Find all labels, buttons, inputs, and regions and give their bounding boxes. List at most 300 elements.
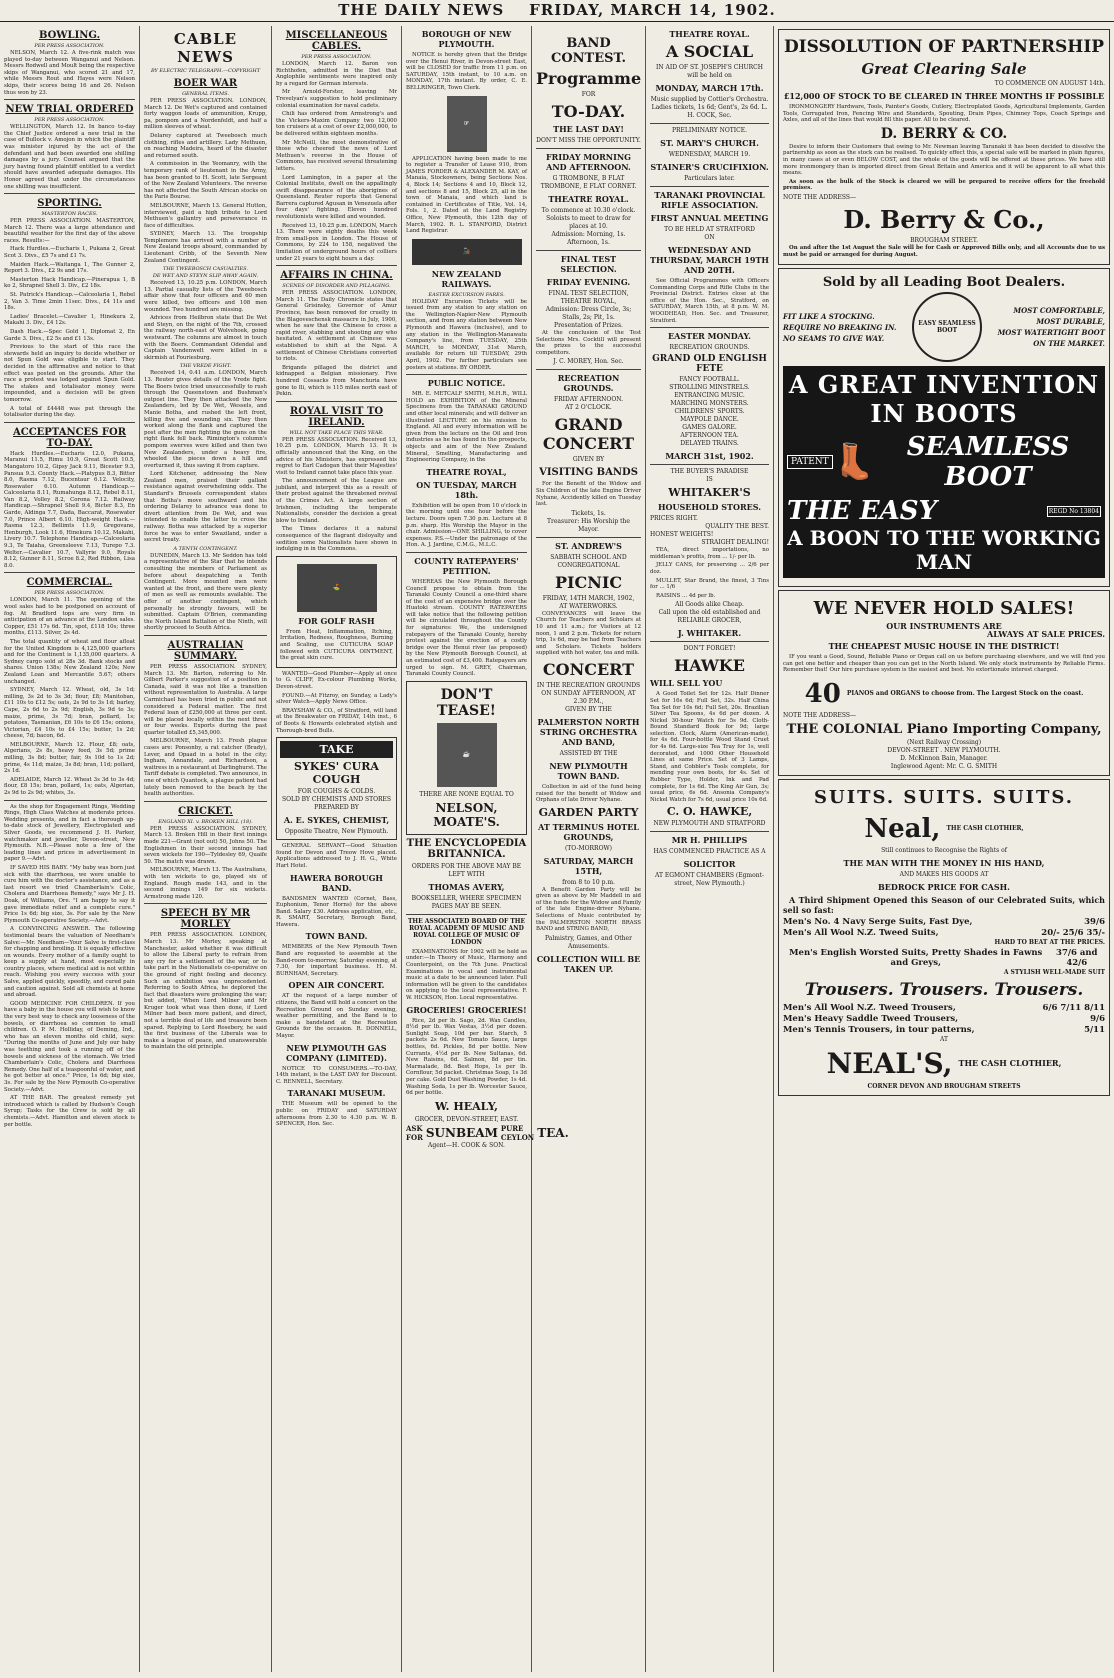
boot-ad <box>778 268 1110 587</box>
trial-sub: PER PRESS ASSOCIATION. <box>34 117 105 124</box>
royal-academy-heading: THE ASSOCIATED BOARD OF THE ROYAL ACADEMY OF MUSIC AND ROYAL COLLEGE OF MUSIC OF LONDON <box>407 917 526 946</box>
bowling-sub: PER PRESS ASSOCIATION. <box>34 43 105 49</box>
straight-dealing: STRAIGHT DEALING! <box>701 539 769 547</box>
museum-heading: TARANAKI MUSEUM. <box>287 1088 386 1099</box>
piano-ad <box>778 590 1110 776</box>
crucifixion: STAINER'S CRUCIFIXION. <box>650 162 769 172</box>
nelson-moates: NELSON, MOATE'S. <box>433 800 500 829</box>
gas-text: NOTICE TO CONSUMERS.—TO-DAY, 14th instant, is the LAST DAY for Discount. C. RENNELL, Secretary. <box>276 1065 397 1085</box>
picnic-date: FRIDAY, 14TH MARCH, 1902, <box>542 594 635 602</box>
misc-p4: GOOD MEDICINE FOR CHILDREN. If you have a baby in the house you will wish to know the very best way to check any looseness of the bowels, or diarrhoea so common to small children. O. P. M. Holliday, of Deming, Ind., who has an eleven months old child, says: "During the months of June and July our baby was teething and took a running off of the bowels and sickness of the stomach. We tried Chamberlain's Colic, Cholera and Diarrhoea Remedy. One half of a teaspoonful of water, and he got better at once." Price, 1s 6d; big size, 3s. For sale by the New Plymouth Co-operative Society.—Advt. <box>4 1000 135 1093</box>
hawera-band-heading: HAWERA BOROUGH BAND. <box>290 872 383 893</box>
sporting-p1: PER PRESS ASSOCIATION. MASTERTON, March 12. There was a large attendance and beautiful weather for the first day of the above races. Results:— <box>4 218 135 244</box>
boot-f2: REQUIRE NO BREAKING IN. <box>783 322 897 332</box>
band-contest: BAND CONTEST. <box>550 36 627 66</box>
presentation: Presentation of Prizes. <box>554 322 623 329</box>
call-upon: Call upon the old established and RELIABLE GROCER, <box>658 609 761 625</box>
australian-summary-heading: AUSTRALIAN SUMMARY. <box>167 639 244 662</box>
j-whitaker: J. WHITAKER. <box>677 628 742 639</box>
borough-text: NOTICE is hereby given that the Bridge over the Henui River, in Devon-street East, will be CLOSED for traffic from 11 p.m. on SATURDAY, 15th instant, to 10 a.m. on MONDAY, 17th instant. By order, C. E. BELLRINGER, Town Clerk. <box>406 52 527 91</box>
trouser-row-2 <box>783 1014 1105 1024</box>
mc-p5: Lord Lamington, in a paper at the Colonial Institute, dwelt on the appallingly swift disappearance of the aborigines of Queensland. Reuter reports that General Barrera captured Agusan in Venezuela after four days' fighting. Eleven hundred revolutionists were killed and wounded. <box>276 174 397 221</box>
sporting-p5: St. Patrick's Handicap.—Calceolaria 1, Rebel 2, Van 3. Time 2min 11sec. Divs., £4 11s and 18s. <box>4 292 135 312</box>
neal: Neal, <box>864 813 941 844</box>
suit-row-2 <box>783 928 1105 938</box>
fete-9: DELAYED TRAINS. <box>680 440 739 448</box>
commercial-heading: COMMERCIAL. <box>26 577 113 589</box>
royal-visit-sub: WILL NOT TAKE PLACE THIS YEAR. <box>289 429 384 436</box>
sykes-ad <box>276 737 397 840</box>
recreation-grounds: RECREATION GROUNDS. <box>557 373 620 394</box>
final-test: FINAL TEST SELECTION. <box>560 254 617 274</box>
cricket-p13: PER PRESS ASSOCIATION. SYDNEY, March 13. Broken Hill in their first innings made 221—Grant (not out) 50, Johns 50. The Englishmen in their second innings had seven wickets for 190—Tyldesley 69, Quaife 50. The match was drawn. <box>144 825 267 865</box>
sunbeam-ceylon: PURE CEYLON <box>500 1123 535 1142</box>
china-heading: AFFAIRS IN CHINA. <box>280 270 393 282</box>
con-3: ON SUNDAY AFTERNOON, AT 2.30 P.M., <box>541 689 636 705</box>
groceries-heading: GROCERIES! GROCERIES! <box>406 1004 527 1015</box>
admission-2: Admission: Dress Circle, 3s; Stalls, 2s; Pit, 1s. <box>545 306 632 321</box>
war-p1: PER PRESS ASSOCIATION. LONDON, March 12. De Wet's captured and contained forty waggon loads of ammunition, Krupp, pa, pompom and a Nordenfeldt, and half a million sleeves of wheat. <box>144 98 267 131</box>
cheapest-music: THE CHEAPEST MUSIC HOUSE IN THE DISTRICT! <box>828 641 1060 652</box>
misc-p2: IF SAVED HIS BABY. "My baby was born just sick with the diarrhoea, we were unable to cure him with the doctor's assistance, and as a last resort we tried Chamberlain's Colic, Cholera and Diarrhoea Remedy," says Mr J. H. Doak, of Williams, Ore. "I am happy to say it gave immediate relief and a complete cure." Price 1s 6d; big size, 3s. For sale by the New Plymouth Co-operative Society.—Advt. <box>4 864 135 924</box>
trial-text: WELLINGTON, March 12. In banco to-day the Chief Justice ordered a new trial in the case of Bullock v. Amojon in which the plaintiff was minister injured by the act of the defendant and had been awarded one shilling damages by a jury. Counsel argued that the jury having found plaintiff entitled to a verdict should have awarded adequate damages. His Honor agreed that under the circumstances one shilling was insufficient. <box>4 124 135 190</box>
cable-news-heading: CABLE NEWS <box>173 30 238 66</box>
suit-row-1 <box>783 917 1105 927</box>
commercial-p3: SYDNEY, March 12. Wheat, old, 3s 1d; milling, 3s 2d to 3s 3d; flour, £8; Manitoban, £11 10s to £12 5s; oats, 2s 9d to 3s 1d; barley, Cape, 2s 6d to 2s 9d; English, 3s 9d to 3s; maize, prime, 3s 7d; bran, pollard, 1s; potatoes, Tasmanian, £6 10s to £6 15s; onions, Victorian, £4 10s to £4 15s; butter, 1s 2d; cheese, 7d; bacon, 6d. <box>4 687 135 740</box>
speech-heading: SPEECH BY MR MORLEY <box>160 908 251 931</box>
trouser-row-1 <box>783 1003 1105 1013</box>
seamless-boot: SEAMLESS BOOT <box>906 432 1070 493</box>
sunbeam-tea-ad <box>406 1123 569 1142</box>
easter-monday: EASTER MONDAY. <box>668 331 751 342</box>
note-address: NOTE THE ADDRESS— <box>783 193 856 201</box>
hawke: HAWKE <box>674 656 745 676</box>
man-with-money: THE MAN WITH THE MONEY IN HIS HAND, <box>843 857 1045 868</box>
stylish: A STYLISH WELL-MADE SUIT <box>1003 968 1105 976</box>
boot-f7: ON THE MARKET. <box>1033 339 1105 349</box>
column-3 <box>272 26 402 1672</box>
rifle-assoc: TARANAKI PROVINCIAL RIFLE ASSOCIATION. <box>654 190 765 210</box>
great-invention: A GREAT INVENTION IN BOOTS <box>788 370 1100 429</box>
golf-rash-text: From Heat, Inflammation, Itching, Irritation, Redness, Roughness, Burning and Scaling, use CUTICURA SOAP followed with CUTICURA OINTMENT, the great skin cure. <box>280 628 393 662</box>
public-notice-heading: PUBLIC NOTICE. <box>427 378 506 389</box>
royal-visit-heading: ROYAL VISIT TO IRELAND. <box>289 405 384 428</box>
suit-row-3 <box>783 948 1105 968</box>
war-p5: SYDNEY, March 13. The troopship Templemore has arrived with a number of New Zealand troops aboard, commanded by Lieutenant Cribb, of the Seventh New Zealand Contingent. <box>144 231 267 264</box>
dont-forget: DON'T FORGET! <box>683 645 736 653</box>
a-boon: A BOON TO THE WORKING MAN <box>787 526 1101 575</box>
commercial-p2: The total quantity of wheat and flour afloat for the United Kingdom is 4,125,000 quarters and for the Continent is 1,135,000 quarters. A Sydney cargo sold at 28s 3d. Bank stocks and shares. Union 138s; New Zealand 120s; New Zealand Loan and Mercantile 5.67; others unchanged. <box>4 638 135 685</box>
morey: J. C. MOREY, Hon. Sec. <box>553 358 624 366</box>
theatre-date: ON TUESDAY, MARCH 18th. <box>416 479 517 500</box>
misc-p5: AT THE BAR. The greatest remedy yet introduced which is called by Hudson's Cough Syrup; Tasks for the Crew is sold by all chemists.—Advt. Hamilton and eleven stock is per bottle. <box>4 1095 135 1128</box>
war-p3: A commission in the Yeomanry, with the temporary rank of lieutenant in the Army, has been granted to H. Scott, late Sergeant of the New Zealand Volunteers. The reverse has not affected the South African stocks on the Paris Bourse. <box>144 161 267 201</box>
makes-goods: AND MAKES HIS GOODS AT <box>899 870 989 878</box>
today: TO-DAY. <box>551 102 626 121</box>
aus-p11: PER PRESS ASSOCIATION. SYDNEY, March 13. Mr. Barton, referring to Mr. Gilbert Parker's suggestion of a position in Canada, said it was not like a transition without representation to Australia. A large Carmichael has been tried in public and not considered a Federal matter. The first Federal loan of £250,000 at three per cent. will be placed locally within the next three or four weeks. Exports during the past quarter totalled £5,345,000. <box>144 663 267 736</box>
seal-text: EASY SEAMLESS BOOT <box>918 320 976 335</box>
commercial-sub: PER PRESS ASSOCIATION. <box>34 590 105 597</box>
cricket-heading: CRICKET. <box>178 805 233 817</box>
dewet-heading: DE WET AND STEYN SLIP AWAY AGAIN. <box>152 273 259 280</box>
colonial-piano: THE COLONIAL Piano Importing Company, <box>786 721 1102 737</box>
war-p8: Received 14, 0.41 a.m. LONDON, March 13. Reuter gives details of the Vrede fight. The Boers twice tried unsuccessfully to rush through the Queenstown and Bushman's outpost line. They then attacked the New Zealanders, led by De Wet, Wessels, and Manie Botha, and rushed the left front, killing five and wounding six. They then worked along the flank and captured the post after the men fighting the guns on the right flank fell back. Rimington's column's pompom swerves were killed and then two New Zealanders, under a heavy fire, wheeled the pieces down a hill and overturned it, thus saving it from capture. <box>144 370 267 469</box>
whitakers: WHITAKER'S <box>668 486 751 500</box>
tenth-contingent-heading: A TENTH CONTINGENT. <box>173 545 238 552</box>
fete-4: MARCHING MONSTERS. <box>670 400 749 408</box>
honest-weights: HONEST WEIGHTS! <box>650 531 714 539</box>
our-instruments: OUR INSTRUMENTS ARE <box>886 621 1002 632</box>
soc-4: MONDAY, MARCH 17th. <box>655 83 764 93</box>
solicitor: SOLICITOR <box>683 859 736 870</box>
dont-miss: DON'T MISS THE OPPORTUNITY. <box>536 137 641 144</box>
w-healy-sub: GROCER, DEVON-STREET, EAST. <box>414 1115 519 1123</box>
prelim: PRELIMINARY NOTICE. <box>671 127 747 134</box>
friday-afternoon: FRIDAY AFTERNOON. <box>553 396 624 404</box>
ratepayers-text: WHEREAS the New Plymouth Borough Council propose to obtain from the Taranaki County Council a one-third share of the cost of an expensive bridge over the Huatoki stream. COUNTY RATEPAYERS will take notice that the following petition will be circulated throughout the County for signatures: We, the undersigned ratepayers of the Taranaki County, hereby protest against the erection of a costly bridge over the Henui river (as proposed) by the New Plymouth Borough Council, at an estimated cost of £3,400. Ratepayers are urged to sign. M. GREY, Chairman, Taranaki County Council. <box>406 578 527 678</box>
a-social: A SOCIAL <box>665 42 754 61</box>
final-test-2: FINAL TEST SELECTION, <box>548 290 629 297</box>
mc-p6: Received 13, 10.25 p.m. LONDON, March 13. There were eighty deaths this week from small-pox in London. The House of Commons, by 224 to 158, negatived the limitation of underground hours of colliers under 21 years to eight hours a day. <box>276 222 397 262</box>
war-p4: MELBOURNE, March 13. General Hutton, interviewed, paid a high tribute to Lord Methuen's gallantry and perseverance in face of difficulties. <box>144 202 267 229</box>
friday-morning: FRIDAY MORNING AND AFTERNOON. <box>546 152 631 172</box>
misc-p1: As the shop for Engagement Rings, Wedding Rings, High Class Watches at moderate prices. Wedding presents, and in fact a thorough up-to-date stock of Jewellery, Electroplated and Silver Goods, we recommend J. H. Parker, watchmaker and jeweller, Devon-street, New Plymouth. N.B.—Please note a few of the leading lines and prices in advertisement in paper 9.—Advt. <box>4 803 135 863</box>
soloists: Soloists to meet to draw for places at 10. <box>546 215 631 230</box>
cricket-sub: ENGLAND XI. v. BROKEN HILL (18). <box>158 818 253 825</box>
suit-1-label: Men's No. 4 Navy Serge Suits, Fast Dye, <box>783 916 973 927</box>
railways-heading: NEW ZEALAND RAILWAYS. <box>431 268 502 289</box>
golf-rash-ad <box>276 556 397 668</box>
phillips-4: AT EGMONT CHAMBERS (Egmont-street, New Plymouth.) <box>654 872 765 888</box>
town-band-heading: TOWN BAND. <box>305 931 368 942</box>
open-air-heading: OPEN AIR CONCERT. <box>288 980 385 991</box>
great-invention-block <box>783 366 1105 578</box>
sunbeam-tea: TEA. <box>537 1125 569 1140</box>
particulars: Particulars later. <box>684 175 735 182</box>
mc-p1: LONDON, March 12. Baron von Richthofen, admitted in the Diet that Anglophile sentiments were inspired only by a regard for German interests. <box>276 61 397 87</box>
hawera-band-text: BANDSMEN WANTED (Cornet, Bass, Euphonium, Tenor Horns) for the above Band. Salary £30. Address application, etc., R. SMART, Secretary, Borough Band, Hawera. <box>276 895 397 928</box>
boot-f5: MOST DURABLE, <box>1036 317 1105 327</box>
war-p7: Advices from Heilbron state that De Wet and Steyn, on the night of the 7th, crossed the railway north-east of Wolvehoek, going westward. The columns are almost in touch with the Boers. Commandant Odendal and Captain Vandenwelt were killed in a skirmish at Fouriesburg. <box>144 315 267 361</box>
programme: Programme <box>536 69 642 88</box>
con-4: GIVEN BY THE <box>565 705 612 713</box>
w-healy: W. HEALY, <box>435 1099 498 1113</box>
boot-f4: MOST COMFORTABLE, <box>1013 306 1105 316</box>
soc-3: will be held on <box>687 72 732 79</box>
old-english-fete: GRAND OLD ENGLISH FETE <box>652 354 767 375</box>
thomas-avery: THOMAS AVERY, <box>428 881 505 892</box>
sporting-p6: Ladies' Bracelet.—Cavalier 1, Hinekura 2, Makahi 3. Div., £4 12s. <box>4 313 135 327</box>
sykes-l2: SOLD BY CHEMISTS AND STORES <box>281 796 392 804</box>
price-tea: TEA, direct importations, no middleman's profits, from ... 1/- per lb. <box>650 547 769 560</box>
trousers-head: Trousers. Trousers. Trousers. <box>804 979 1084 1000</box>
wed: WEDNESDAY, MARCH 19. <box>668 151 751 158</box>
gas-heading: NEW PLYMOUTH GAS COMPANY (LIMITED). <box>286 1042 387 1063</box>
berry-text: Desire to inform their Customers that owing to Mr. Newman leaving Taranaki it has been decided to dissolve the partnership as soon as the stock can be realised. To quickly effect this, a special sale will be marked in plain figures, in many cases at or even BELOW COST, and the whole of the goods will be offered at these prices. We have still more ironmongery than is imported direct from Great Britain and America and it will be apparent to all what this means. <box>783 143 1105 177</box>
trouser-2-price: 9/6 <box>1090 1013 1105 1024</box>
ad-found: FOUND.—At Fitzroy, on Sunday, a Lady's silver Watch—Apply News Office. <box>276 692 397 706</box>
benefit-text: For the Benefit of the Widow and Six Children of the late Engine Driver Nyhane, Accidently killed on Tuesday last. <box>536 481 641 508</box>
grand-concert: GRAND CONCERT <box>542 415 635 454</box>
misc-cables-sub: PER PRESS ASSOCIATION. <box>301 54 372 60</box>
sporting-p3: Maiden Hack.—Waitanga 1, The Gunner 2, Report 3. Divs., £2 9s and 17s. <box>4 261 135 275</box>
ad-plumber: WANTED—Good Plumber—Apply at once to G. CLIFF, Ex-colour Plumbing Works, Devon-street. <box>276 670 397 690</box>
column-2 <box>140 26 272 1672</box>
for: FOR <box>581 91 596 98</box>
fete-7: GAMES GALORE. <box>682 424 737 432</box>
clearing-sale: Great Clearing Sale <box>861 60 1027 78</box>
ironmongery: IRONMONGERY Hardware, Tools, Painter's Goods, Cutlery, Electroplated Goods, Agricultural Implements, Garden Tools, Corrugated Iron, Fencing Wire and Standards, Spouting, Drain Pipes, Chimney Tops, Coach Springs and Axles, and all of the lines that would fill this paper. All to be cleared. <box>783 104 1105 124</box>
berry-text2: As soon as the bulk of the Stock is cleared we will be prepared to receive offers for the freehold premises. <box>783 178 1105 192</box>
sykes-l5: Opposite Theatre, New Plymouth. <box>284 828 389 836</box>
pointing-hand-illustration: ☞ <box>447 96 487 152</box>
enc-text: ORDERS FOR THE ABOVE MAY BE LEFT WITH <box>411 862 522 878</box>
gp-games: Palmistry, Games, and Other Amusements. <box>545 934 632 950</box>
prices-right: PRICES RIGHT. <box>650 515 698 523</box>
theatre-royal-head: THEATRE ROYAL. <box>669 29 750 39</box>
trouser-2-label: Men's Heavy Saddle Tweed Trousers, <box>783 1013 959 1024</box>
d-berry: D. BERRY & CO. <box>880 125 1008 142</box>
sykes-l4: A. E. SYKES, CHEMIST, <box>283 815 390 826</box>
sporting-p8: Previous to the start of this race the stewards held an inquiry to decide whether or not Spun Gold was eligible to start. They decided in the affirmative and notice to that effect was posted on the grounds. After the race a protest was lodged against Spun Gold. The stakes and totalisator money were impounded, and a decision will be given tomorrow. <box>4 344 135 403</box>
trouser-row-3 <box>783 1025 1105 1035</box>
trombone: G TROMBONE, B FLAT TROMBONE, E FLAT CORNET. <box>540 175 637 190</box>
war-p10: DUNEDIN, March 13. Mr Seddon has told a representative of the Star that he intends consulting the members of Parliament as before about despatching a Tenth Contingent. More mounted men were wanted at the front, and there were plenty of men as well as remounts available. The offer of another contingent, which personally he strongly favours, will be submitted. Captain O'Brien, commanding the North Island Battalion of the Ninth, will shortly proceed to South Africa. <box>144 552 267 632</box>
gp-time: from 8 to 10 p.m. <box>562 878 615 886</box>
encyclopedia-heading: THE ENCYCLOPEDIA BRITANNICA. <box>406 837 527 860</box>
acceptances-heading: ACCEPTANCES FOR TO-DAY. <box>12 426 127 449</box>
berry-ad <box>778 29 1110 265</box>
berry-text3: On and after the 1st August the Sale will be for Cash or Approved Bills only, and all Accounts due to us must be paid or arranged for during August. <box>783 244 1105 258</box>
ad-servant: GENERAL SERVANT—Good Situation found for Devon and Treow Hove placed. Applications addressed to J. H. G., White Hart Hotel. <box>276 843 397 869</box>
masthead-date: FRIDAY, MARCH 14, 1902. <box>529 1 776 19</box>
price-raisins: RAISINS ... 4d per lb. <box>656 592 716 599</box>
fete-3: ENTRANCING MUSIC. <box>674 392 745 400</box>
commercial-p1: LONDON, March 11. The opening of the wool sales had to be postponed on account of fog. At Bradford tops are very firm in anticipation of an advance at the London sales. Copper, £51 17s 6d. Tin, spot, £118 10s; three months, £113. Silver, 2s 4d. <box>4 597 135 637</box>
sykes-title: SYKES' CURA COUGH <box>294 760 379 787</box>
picnic-text: CONVEYANCES will leave the Church for Teachers and Scholars at 10 and 11 a.m.; for Visitors at 12 noon, 1 and 2 p.m. Tickets for return trip, 1s 6d, may be had from Teachers and Scholars. Tickets holders supplied with hot water, tea and milk. <box>536 610 641 657</box>
misc-cables-heading: MISCELLANEOUS CABLES. <box>285 30 388 52</box>
fete-5: CHILDRENS' SPORTS. <box>674 408 745 416</box>
trouser-1-price: 6/6 7/11 8/11 <box>1042 1002 1105 1013</box>
never-hold-sales: WE NEVER HOLD SALES! <box>813 598 1075 620</box>
ad-brayshaw: BRAYSHAW & CO., of Stratford, will land at the Breakwater on FRIDAY, 14th inst., 6 of Boots & Howards celebrated stylish and Thorough-bred Bulls. <box>276 707 397 734</box>
cpi-5: Inglewood Agent: Mr. C. G. SMITH <box>890 762 998 770</box>
commence-aug: TO COMMENCE ON AUGUST 14th. <box>994 80 1105 87</box>
first-annual: FIRST ANNUAL MEETING <box>650 213 769 223</box>
sporting-p4: Masterton Hack Handicap.—Pinerapua 1, B ko 2, Shrapnel Shell 3. Div., £2 18s. <box>4 276 135 290</box>
aus-p12: MELBOURNE, March 13. Fresh plague cases are: Ponsonby, a rat catcher (Brady), Lever, and Opaad in a hotel in the city; Ingham, Annandale, and Richardson, a waitress in a restaurant at Darlinghurst. The Tariff debate is completed. Two announce, in one of which Quantock, a plague patient had lately been removed to the beach by the health authorities. <box>144 738 267 798</box>
visiting-bands: VISITING BANDS <box>539 467 638 479</box>
china-sub: SCENES OF DISORDER AND PILLAGING. <box>282 283 391 290</box>
cpi-2: (Next Railway Crossing) <box>906 738 982 746</box>
column-7 <box>774 26 1114 1672</box>
patent: PATENT <box>787 455 833 469</box>
railways-text: HOLIDAY Excursion Tickets will be issued from any station to any station on the Wellington-Napier-New Plymouth section, and from any station between New Plymouth and Hawera (inclusive), and to any station in the Wellington-Manawatu Company's line, from TUESDAY, 25th MARCH, to MONDAY, 31st March, available for return till TUESDAY, 29th April, 1902. For further particulars see posters at stations. BY ORDER. <box>406 298 527 371</box>
last-day: THE LAST DAY! <box>553 124 624 134</box>
trial-heading: NEW TRIAL ORDERED <box>5 104 134 116</box>
st-andrews: ST. ANDREW'S <box>555 540 622 551</box>
boot-f6: MOST WATERTIGHT BOOT <box>997 328 1105 338</box>
sunbeam-name: SUNBEAM <box>425 1125 498 1140</box>
sporting-heading: SPORTING. <box>37 198 102 210</box>
regd-no: REGD No 13804 <box>1048 507 1099 515</box>
none-equal: THERE ARE NONE EQUAL TO <box>419 790 514 798</box>
will-sell: WILL SELL YOU <box>650 678 723 689</box>
rv-p11: The Times declares it a natural consequence of the flagrant disloyalty and sedition some Nationalists have shown in indulging in in the Commons. <box>276 526 397 553</box>
household-stores: HOUSEHOLD STORES. <box>658 502 761 513</box>
rv-p10: The announcement of the League are jubilant, and interpret this as a result of their protest against the threatened revival of the Crimes Act. A large section of Irishmen, including the temperate Nationalists, consider the decision a great blow to Ireland. <box>276 478 397 524</box>
prizes-text: At the conclusion of the Test Selections Mrs. Cocktill will present the prizes to the successful competitors. <box>536 330 641 356</box>
sporting-p9: A total of £4448 was put through the totalisator during the day. <box>4 405 135 419</box>
con-5: PALMERSTON NORTH STRING ORCHESTRA AND BAND, <box>537 716 640 747</box>
museum-text: THE Museum will be opened to the public on FRIDAY and SATURDAY afternoons from 2.30 to 4.30 p.m. W. B. SPENCER, Hon. Sec. <box>276 1101 397 1128</box>
is: IS <box>706 476 713 484</box>
cpi-4: D. McKinnon Bain, Manager. <box>900 754 988 762</box>
fam-3: ON <box>704 234 715 241</box>
quality-best: QUALITY THE BEST. <box>705 523 769 531</box>
third-shipment: A Third Shipment Opened this Season of our Celebrated Suits, which sell so fast: <box>783 894 1105 915</box>
suit-1-price: 39/6 <box>1084 916 1105 927</box>
golfer-illustration: ⛳ <box>297 564 377 612</box>
soc-6: Ladies tickets, 1s 6d; Gent's, 2s 6d. L. H. COCK, Sec. <box>651 104 768 119</box>
stock-12000: £12,000 OF STOCK TO BE CLEARED IN THREE MONTHS IF POSSIBLE <box>783 91 1105 101</box>
fete-date: MARCH 31st, 1902. <box>665 451 754 462</box>
fete-2: STROLLING MINSTRELS. <box>669 384 750 392</box>
fam-2: TO BE HELD AT STRATFORD <box>664 226 755 233</box>
d-berry-big: D. Berry & Co., <box>843 204 1045 234</box>
co-hawke: C. O. HAWKE, <box>666 805 753 819</box>
town-band-text: MEMBERS of the New Plymouth Town Band are requested to assemble at the Band-room to-morrow, Saturday evening, at 7.30, for important business. H. M. BURNHAM, Secretary. <box>276 944 397 977</box>
enc-text2: BOOKSELLER, WHERE SPECIMEN PAGES MAY BE SEEN. <box>411 894 522 910</box>
nelson-moates-ad <box>406 681 527 835</box>
golf-rash-title: FOR GOLF RASH <box>298 615 375 626</box>
column-1 <box>0 26 140 1672</box>
mc-p2: Mr Arnold-Forster, leaving Mr Trevelyan's suggestion to hold preliminary colonial examination for naval cadets. <box>276 89 397 109</box>
mc-p3: Chili has ordered from Armstrong's and the Vickers-Maxim Company two 12,000 ton cruisers at a cost of over £2,000,000, to be delivered within eighteen months. <box>276 111 397 137</box>
borough-heading: BOROUGH OF NEW PLYMOUTH. <box>421 29 512 49</box>
sabbath: SABBATH SCHOOL AND CONGREGATIONAL <box>550 553 627 569</box>
sunbeam-ask: ASK FOR <box>406 1123 423 1142</box>
boer-war-heading: BOER WAR <box>173 78 238 89</box>
treasurer: Treasurer: His Worship the Mayor. <box>547 517 630 533</box>
suit-2-label: Men's All Wool N.Z. Tweed Suits, <box>783 927 939 938</box>
note-address-2: NOTE THE ADDRESS— <box>783 711 856 719</box>
column-6 <box>646 26 774 1672</box>
theatre-heading: THEATRE ROYAL, <box>426 466 507 477</box>
still-continues: Still continues to Recognise the Rights of <box>881 846 1007 854</box>
con-8: Collection in aid of the fund being raised for the benefit of Widow and Orphans of late Driver Nyhane. <box>536 783 641 804</box>
seamless-boot-seal-icon <box>912 292 982 362</box>
phillips: MR H. PHILLIPS <box>671 835 748 846</box>
con-7: NEW PLYMOUTH TOWN BAND. <box>549 760 628 781</box>
public-notice-text: MR. E. METCALF SMITH, M.H.R., WILL HOLD an EXHIBITION of the Mineral Specimens from the TARANAKI GROUND and other local minerals; and will deliver an illustrated LECTURE on his mission to England. All and every information will be given from the lecture on the Oil and Iron industries as he has found in the prospects, objects and aim of the New Zealand Mineral, Smelting, Manufacturing and Engineering Company, in the <box>406 391 527 464</box>
price-jelly: JELLY CANS, for preserving ... 2/6 per doz. <box>650 562 769 575</box>
cash-clothier: THE CASH CLOTHIER, <box>946 824 1024 832</box>
war-p2: Delarey captured at Tweebosch much clothing, rifles and artillery. Lady Methuen, on reaching Madeira, heard of the disaster and returned south. <box>144 132 267 159</box>
picnic: PICNIC <box>554 572 623 592</box>
speech-p15: PER PRESS ASSOCIATION. LONDON, March 13. Mr Morley, speaking at Manchester, asked whether it was difficult to allow the Liberal party to refrain from any cry for a settlement of the war, or to take part in the Nationalists co-operative on the ground of right feeling and decency. Such an exhibition was unprecedented. Referring to South Africa, he deplored the fact that disasters were prolonging the war; but added, "When Lord Milner and Mr Kruger took what was then done, if Lord Milner had been more patient, and direct, not a terrible deal of life and treasure been spared. Replying to Lord Rosebery, he said the first business of the Liberals was to make a league of peace, and unanswerable to maintain the old principle. <box>144 932 267 1051</box>
fete-1: FANCY FOOTBALL. <box>679 376 740 384</box>
brougham: BROUGHAM STREET. <box>910 236 978 244</box>
mc-p4: Mr McNeill, the most demonstrative of those who cheered the news of Lord Methuen's reverse in the House of Commons, has received several threatening letters. <box>276 139 397 172</box>
tomorrow: (TO-MORROW) <box>564 844 613 852</box>
general-items-sub: GENERAL ITEMS. <box>182 91 229 97</box>
sporting-p2: Hack Hurdles.—Eucharis 1, Pukana 2, Great Scot 3. Divs., £5 7s and £1 7s. <box>4 246 135 260</box>
collection: COLLECTION WILL BE TAKEN UP. <box>536 953 641 974</box>
theatre-royal: THEATRE ROYAL. <box>548 194 629 204</box>
trouser-3-price: 5/11 <box>1084 1024 1105 1035</box>
phillips-2: HAS COMMENCED PRACTICE AS A <box>653 848 766 856</box>
gp-text: A Benefit Garden Party will be given as above by Mr Maddell in aid of the funds for the Widow and Family of the late Engine-driver Nyhane. Selections of Music contributed by the PALMERSTON NORTH BRASS BAND and STRING BAND, <box>536 886 641 933</box>
column-4 <box>402 26 569 1672</box>
fam-4: WEDNESDAY AND THURSDAY, MARCH 19TH AND 20TH. <box>650 245 769 275</box>
acceptances-text: Hack Hurdles.—Eucharis 12.0, Pukana, Maranui 11.5, Rimu 10.9, Great Scott 10.5, Mangatoro 10.2, Gipsy Jack 9.11, Bicester 9.3, Pansua 9.3. County Hack.—Platypus 8.3, Bitter 8.0, Rasma 7.12, Bucentaur 6.12. Velocity, Rosewater 6.10. Autumn Handicap.—Calceolaria 8.11, Rumahunga 8.12, Rebel 8.11, Van 8.2, Volley 8.2, Corona 7.12. Railway Handicap.—Shrapnel Shell 9.4, Bicter 8.3, En Garde, Aldinga 7.7, Dada, Baccarat, Rosewater 7.0, Prince Albert 6.10. High-weight Hack.—Rasma 12.3, Bellimts 11.9, Gregovane, Henburgh, Look 11.6, Hinekura 10.12, Makahi, Livery 10.7. Telephone Handicap.—Calceolaria 9.3, Te Taiaha, Greensleeve 7.13, Turepo 7.3. Welter.—Cavalier 10.7, Vallyrie 9.0, Royals 8.12, Gunner 8.11, Scroe 8.2, Red Ribbon, Lisa 8.0. <box>4 450 135 569</box>
cricket-p14: MELBOURNE, March 13. The Australians, with ten wickets to go, played six of England. Rough made 143, and in the second innings 149 for six wickets. Armstrong made 120. <box>144 867 267 900</box>
boot-icon: 👢 <box>832 442 876 483</box>
two-oclock: AT 2 O'CLOCK. <box>565 404 612 412</box>
dissolution: DISSOLUTION OF PARTNERSHIP <box>783 37 1105 57</box>
sold-by-boot-dealers: Sold by all Leading Boot Dealers. <box>822 275 1066 291</box>
all-goods: All Goods alike Cheap. <box>675 601 744 609</box>
sporting-sub: MASTERTON RACES. <box>41 211 98 218</box>
st-marys: ST. MARY'S CHURCH. <box>660 138 759 148</box>
tweebosch-heading: THE TWEEBOSCH CASUALTIES. <box>162 266 249 273</box>
boot-f3: NO SEAMS TO GIVE WAY. <box>783 333 885 343</box>
sporting-p7: Dash Hack.—Spec Gold 1, Diplomat 2, En Garde 3. Divs., £2 5s and £1 13s. <box>4 329 135 342</box>
soc-5: Music supplied by Cottier's Orchestra. <box>650 96 769 103</box>
sunbeam-agent: Agent—H. COOK & SON. <box>428 1141 505 1149</box>
hawke-list: A Good Toilet Set for 12s. Half Dinner Set for 16s 6d; Full Set, 32s. Half China Tea Set for 10s 6d; Full Set, 20s. Brazilian Silver Tea Spoons, 4s 6d per dozen. A Nickel 30-hour Watch for 5s 9d. Cloth-Bound Standard Book for 9d; large selection. Clock, Alarm (American-made), for 4s 6d. Four-bottle Wood Stand Cruet for 4s 6d. Large-size Tea Tray for 1s, well decorated, and 1000 Other Household Lines at same Price. Set of 3 Lamps, Stand, and Cobbler's Tools complete, for mending your own boots, for 4s. Set of Rubber Type, Holder, Ink and Pad complete, for 1s 6d. The King Air Gun, 3s; usual price, 6s 6d. Ansonia Company's Nickel Watch for 7s 6d, usual price 10s 6d. <box>650 691 769 803</box>
theatre-royal-2: THEATRE ROYAL, <box>560 298 617 305</box>
terminus: AT TERMINUS HOTEL GROUNDS, <box>538 821 639 842</box>
royal-academy-text: EXAMINATIONS for 1902 will be held as under:—In Theory of Music, Harmony and Counterpoint, on the 7th June. Practical Examinations in vocal and instrumental music at a date to be announced later. Full information will be given to the candidates on applying to the local representative. F. W. HICKSON, Hon. Local representative. <box>406 948 527 1001</box>
masthead-title: THE DAILY NEWS <box>338 1 505 19</box>
fete-6: MAYPOLE DANCE. <box>680 416 739 424</box>
war-p9: Lord Kitchener, addressing the New Zealand men, praised their gallant resistance against overwhelming odds. The Standard's Brussels correspondent states that Botha's move southward and his ordering Delarey to advance was done to divert attention from De Wet, and was intended to enable the latter to cross the railway. Botha was attacked by a superior force he was to enter Swaziland, under a secret treaty. <box>144 471 267 544</box>
gp-date: SATURDAY, MARCH 15TH, <box>543 855 634 876</box>
always-sale: ALWAYS AT SALE PRICES. <box>987 629 1105 640</box>
sykes-l3: PREPARED BY <box>314 804 359 812</box>
soc-2: IN AID OF ST. JOSEPH'S CHURCH <box>656 64 763 71</box>
tickets: Tickets, 1s. <box>571 509 606 517</box>
at: AT <box>939 1035 948 1043</box>
neal-ad <box>778 779 1110 1096</box>
railways-sub: EASTER EXCURSION FARES. <box>428 291 505 298</box>
the-easy: THE EASY <box>787 496 938 527</box>
concert: CONCERT <box>542 659 635 679</box>
sykes-take: TAKE <box>280 741 393 758</box>
bowling-text: NELSON, March 12. A five-rink match was played to-day between Wanganui and Nelson. Messrs Rodwell and Moult being the respective skips of Wanganui, who scored 21 and 17, while Messrs Rout and Hayes were Nelson skips, their scores being 16 and 26. Nelson thus won by 23. <box>4 50 135 96</box>
war-p6: Received 13, 10.25 p.m. LONDON, March 13. Partial casualty lists of the Tweebosch affair show that four officers and 60 men were killed, two officers and 108 men wounded. Two hundred are missing. <box>144 280 267 313</box>
piano-text: IF you want a Good, Sound, Reliable Piano or Organ call on us before purchasing elsewhere, and we will find you can get one better and cheaper than you can get in the North Island. We only stock instruments by Reliable Firms. Remember that! Our hire purchase system is the easiest and best. No extortionate interest charged. <box>783 654 1105 674</box>
transfer-text: APPLICATION having been made to me to register a Transfer of Lease 910, from JAMES FORDER & ALEXANDER M. KAY, of Manaia, Stockowners, being Sections Nos. 4, Block 14; Sections 4 and 10, Block 12, and sections 8 and 15, Block 25, all in the town of Manaia, and which land is contained in Certificates of Title, Vol. 14, Fols. 1, 2. Dated at the Land Registry Office, New Plymouth, this 12th day of March, 1902. R. L. STANFORD, District Land Registrar. <box>406 155 527 235</box>
trouser-3-label: Men's Tennis Trousers, in tour patterns, <box>783 1024 975 1035</box>
admission: Admission: Morning, 1s. Afternoon, 1s. <box>551 231 626 246</box>
suit-2-price: 20/- 25/6 35/- <box>1041 927 1105 938</box>
ratepayers-heading: COUNTY RATEPAYERS' PETITION. <box>414 555 519 576</box>
hard-to-beat: HARD TO BEAT AT THE PRICES. <box>994 938 1105 946</box>
sykes-l1: FOR COUGHS & COLDS. <box>297 788 376 796</box>
corner: CORNER DEVON AND BROUGHAM STREETS <box>867 1082 1021 1090</box>
masthead <box>0 0 1114 22</box>
forty: 40 <box>804 678 841 709</box>
trouser-1-label: Men's All Wool N.Z. Tweed Trousers, <box>783 1002 956 1013</box>
tea-woman-illustration: ☕ <box>437 723 497 787</box>
co-hawke-sub: NEW PLYMOUTH AND STRATFORD <box>653 820 766 828</box>
cpi-3: DEVON-STREET . NEW PLYMOUTH. <box>887 746 1001 754</box>
con-2: IN THE RECREATION GROUNDS <box>536 681 641 689</box>
